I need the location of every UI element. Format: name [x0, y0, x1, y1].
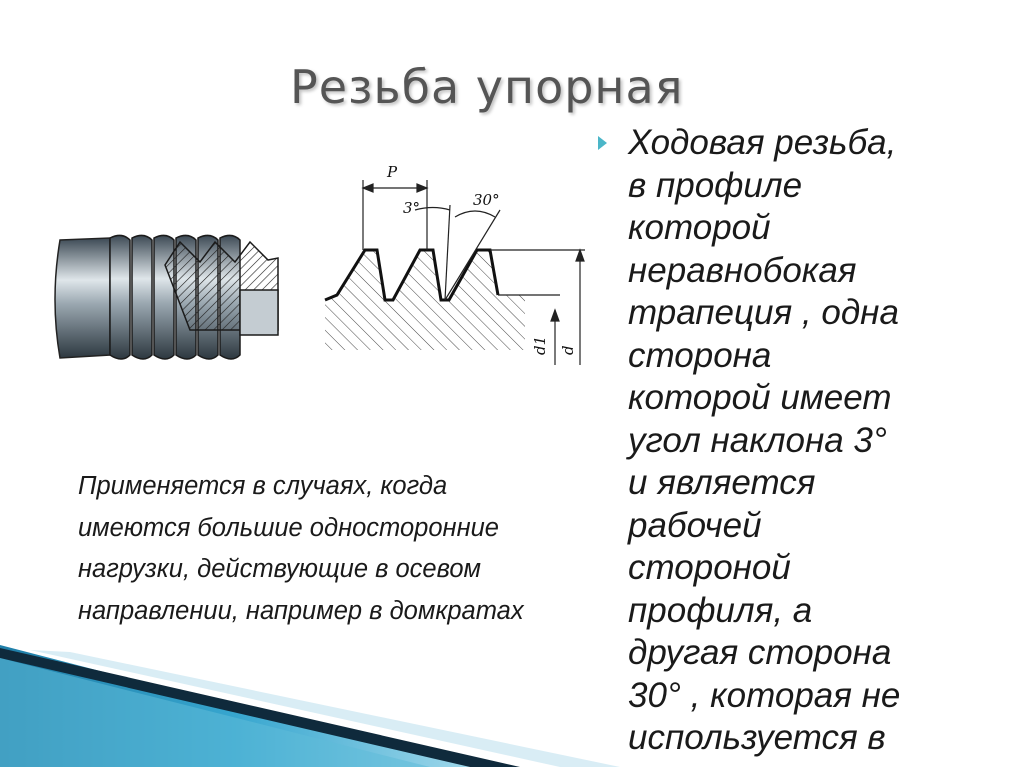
outer-diameter-label: d [559, 345, 577, 355]
angle-3-label: 3° [403, 199, 421, 217]
slide-title: Резьба упорная [290, 60, 684, 114]
inner-diameter-label: d1 [531, 335, 549, 355]
bullet-text: Ходовая резьба, в профиле которой неравнобокая трапеция , одна сторона которой имеет угол наклона 3° и является рабочей стороной профиля, а другая сторона 30° , которая не используется в [628, 123, 901, 757]
thread-profile-drawing [315, 155, 600, 375]
threaded-screw-illustration [50, 230, 285, 370]
bullet-arrow-icon [598, 136, 607, 150]
usage-note: Применяется в случаях, когда имеются большие односторонние нагрузки, действующие в осевом направлении, например в домкратах [78, 472, 524, 625]
pitch-label: P [387, 163, 398, 181]
angle-30-label: 30° [473, 191, 500, 209]
